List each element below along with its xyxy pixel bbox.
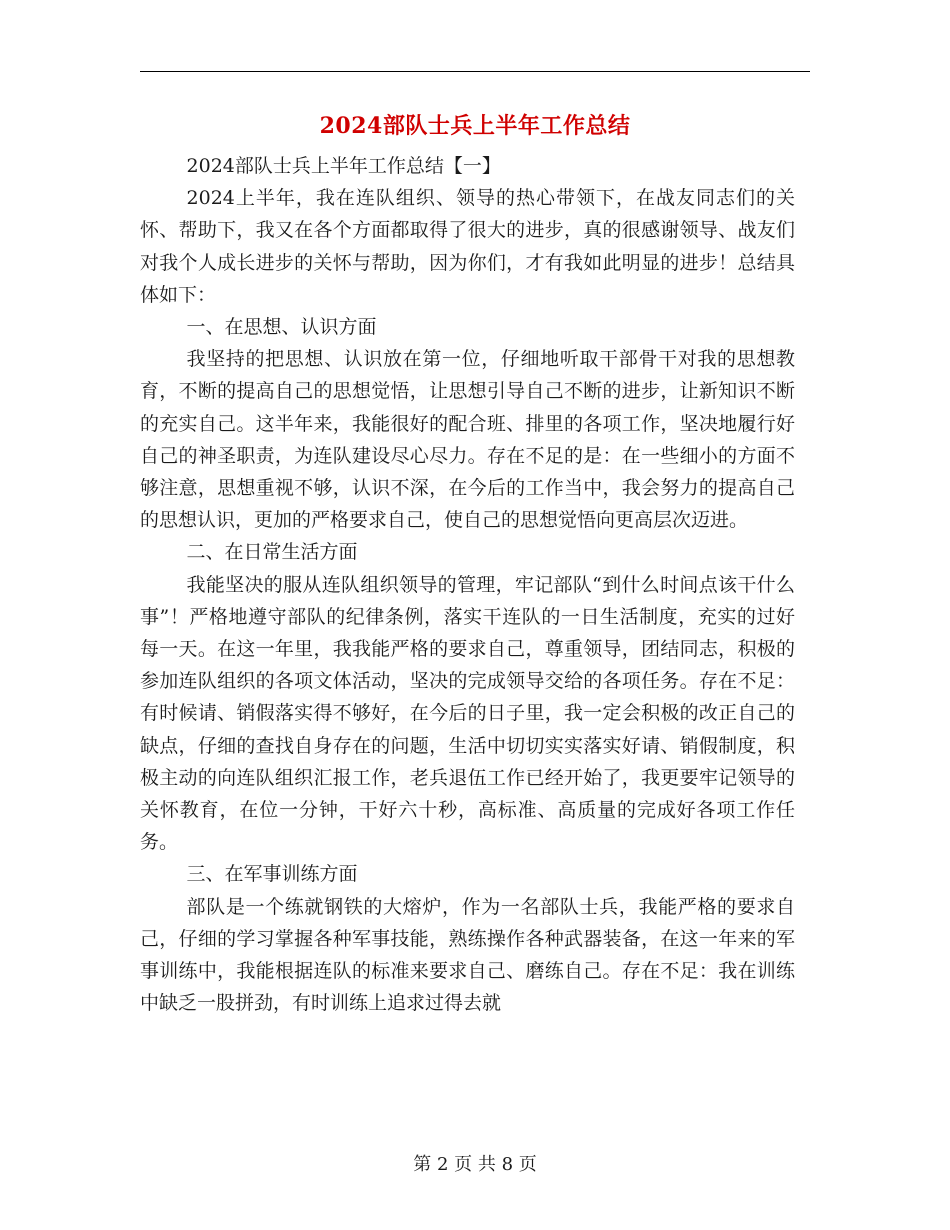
paragraph-intro: 2024上半年，我在连队组织、领导的热心带领下，在战友同志们的关怀、帮助下，我又在各个方面都取得了很大的进步，真的很感谢领导、战友们对我个人成长进步的关怀与帮助，因为你们，才有我如此明显的进步！总结具体如下：	[140, 187, 795, 306]
section-heading-training: 三、在军事训练方面	[186, 863, 358, 886]
paragraph-training: 部队是一个练就钢铁的大熔炉，作为一名部队士兵，我能严格的要求自己，仔细的学习掌握各种军事技能，熟练操作各种武器装备，在这一年来的军事训练中，我能根据连队的标准来要求自己、磨练自己。存在不足：我在训练中缺乏一股拼劲，有时训练上追求过得去就	[140, 895, 795, 1015]
paragraph-thought: 我坚持的把思想、认识放在第一位，仔细地听取干部骨干对我的思想教育，不断的提高自己的思想觉悟，让思想引导自己不断的进步，让新知识不断的充实自己。这半年来，我能很好的配合班、排里的各项工作，坚决地履行好自己的神圣职责，为连队建设尽心尽力。存在不足的是：在一些细小的方面不够注意，思想重视不够，认识不深，在今后的工作当中，我会努力的提高自己的思想认识，更加的严格要求自己，使自己的思想觉悟向更高层次迈进。	[140, 348, 795, 532]
section-heading-daily-life: 二、在日常生活方面	[186, 541, 358, 564]
document-title: 2024部队士兵上半年工作总结	[319, 113, 631, 139]
header-rule	[140, 71, 810, 72]
document-body	[140, 150, 795, 1019]
page-number: 第 2 页 共 8 页	[413, 1154, 537, 1175]
paragraph-daily-life: 我能坚决的服从连队组织领导的管理，牢记部队“到什么时间点该干什么事”！严格地遵守部队的纪律条例，落实干连队的一日生活制度，充实的过好每一天。在这一年里，我我能严格的要求自己，尊重领导，团结同志，积极的参加连队组织的各项文体活动，坚决的完成领导交给的各项任务。存在不足：有时候请、销假落实得不够好，在今后的日子里，我一定会积极的改正自己的缺点，仔细的查找自身存在的问题，生活中切切实实落实好请、销假制度，积极主动的向连队组织汇报工作，老兵退伍工作已经开始了，我更要牢记领导的关怀教育，在位一分钟，干好六十秒，高标准、高质量的完成好各项工作任务。	[140, 573, 795, 854]
section-heading-thought: 一、在思想、认识方面	[186, 316, 377, 339]
section-heading-subtitle: 2024部队士兵上半年工作总结【一】	[186, 155, 501, 177]
